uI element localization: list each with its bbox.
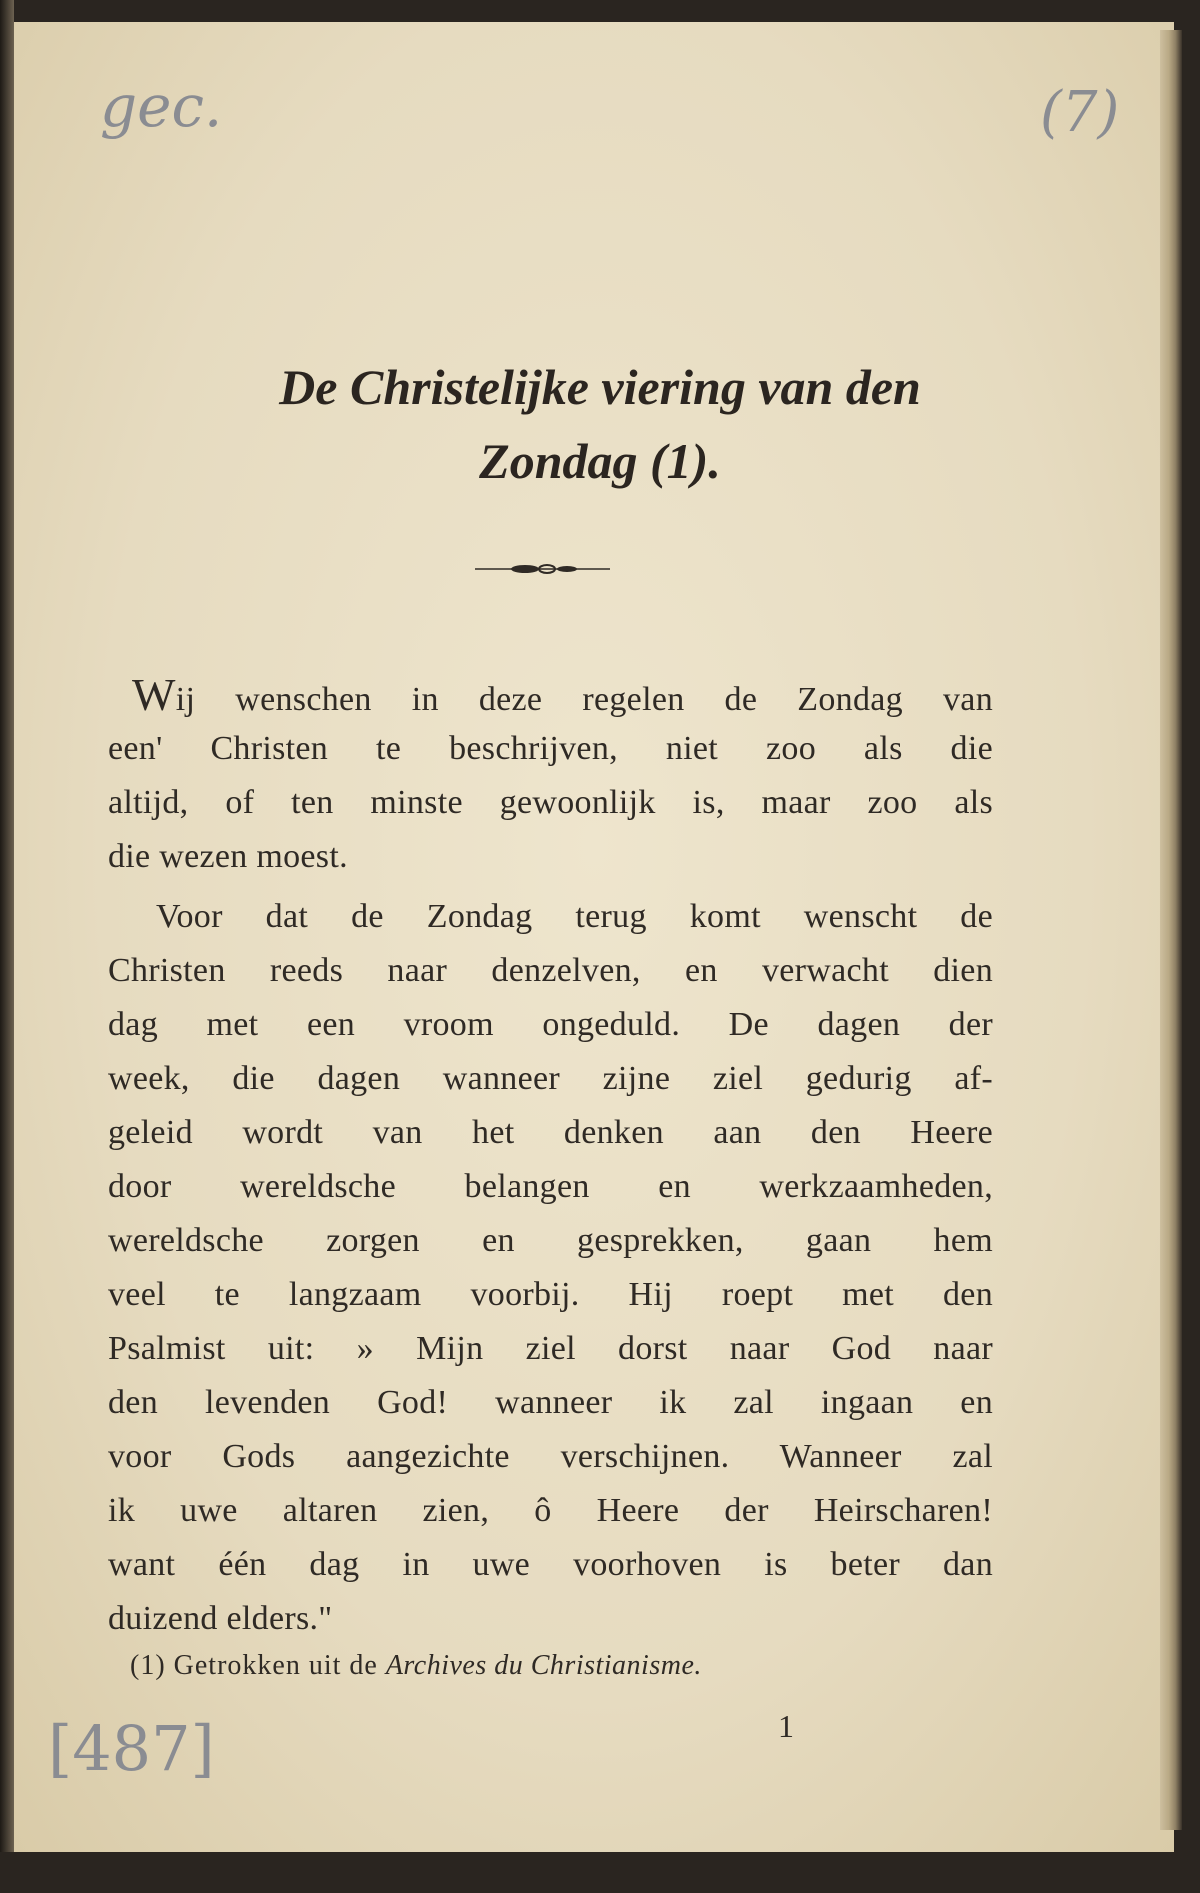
text-line: ik uwe altaren zien, ô Heere der Heirscharen! <box>108 1492 993 1529</box>
scan-background <box>0 1852 1200 1893</box>
text-line: dag met een vroom ongeduld. De dagen der <box>108 1006 993 1043</box>
footnote-text: Getrokken uit de <box>173 1650 378 1681</box>
footnote <box>130 1650 702 1682</box>
text-line: altijd, of ten minste gewoonlijk is, maar zoo als <box>108 784 993 821</box>
text-line: geleid wordt van het denken aan den Heere <box>108 1114 993 1151</box>
page-number: 1 <box>778 1708 794 1744</box>
text-line: een' Christen te beschrijven, niet zoo als die <box>108 730 993 767</box>
text-line: Psalmist uit: » Mijn ziel dorst naar God naar <box>108 1330 993 1367</box>
ornament-divider-icon <box>475 562 610 576</box>
footnote-source: Archives du Christianisme. <box>385 1650 702 1681</box>
handwritten-page-mark: (7) <box>1040 80 1120 145</box>
text-line: week, die dagen wanneer zijne ziel gedurig af- <box>108 1060 993 1097</box>
text-line: want één dag in uwe voorhoven is beter dan <box>108 1546 993 1583</box>
text-line: voor Gods aangezichte verschijnen. Wanneer zal <box>108 1438 993 1475</box>
text-line: veel te langzaam voorbij. Hij roept met den <box>108 1276 993 1313</box>
initial-capital: W <box>132 669 176 720</box>
title-line-1: De Christelijke viering van den <box>279 359 921 415</box>
title-line-2: Zondag (1). <box>479 433 721 489</box>
body-text <box>108 668 993 1646</box>
page-gutter <box>0 0 14 1893</box>
text-line: Wij wenschen in deze regelen de Zondag van <box>132 669 993 720</box>
pencil-shelf-mark: [487] <box>48 1712 215 1785</box>
text-line: die wezen moest. <box>108 838 348 875</box>
text-line: duizend elders." <box>108 1600 333 1637</box>
text-line: Voor dat de Zondag terug komt wenscht de <box>156 898 993 935</box>
handwritten-note-top-left: gec. <box>100 72 223 140</box>
footnote-marker: (1) <box>130 1650 166 1681</box>
text-line: Christen reeds naar denzelven, en verwacht dien <box>108 952 993 989</box>
page-edges <box>1160 30 1182 1830</box>
text-line: wereldsche zorgen en gesprekken, gaan hem <box>108 1222 993 1259</box>
text-line: den levenden God! wanneer ik zal ingaan en <box>108 1384 993 1421</box>
text-line: door wereldsche belangen en werkzaamheden, <box>108 1168 993 1205</box>
